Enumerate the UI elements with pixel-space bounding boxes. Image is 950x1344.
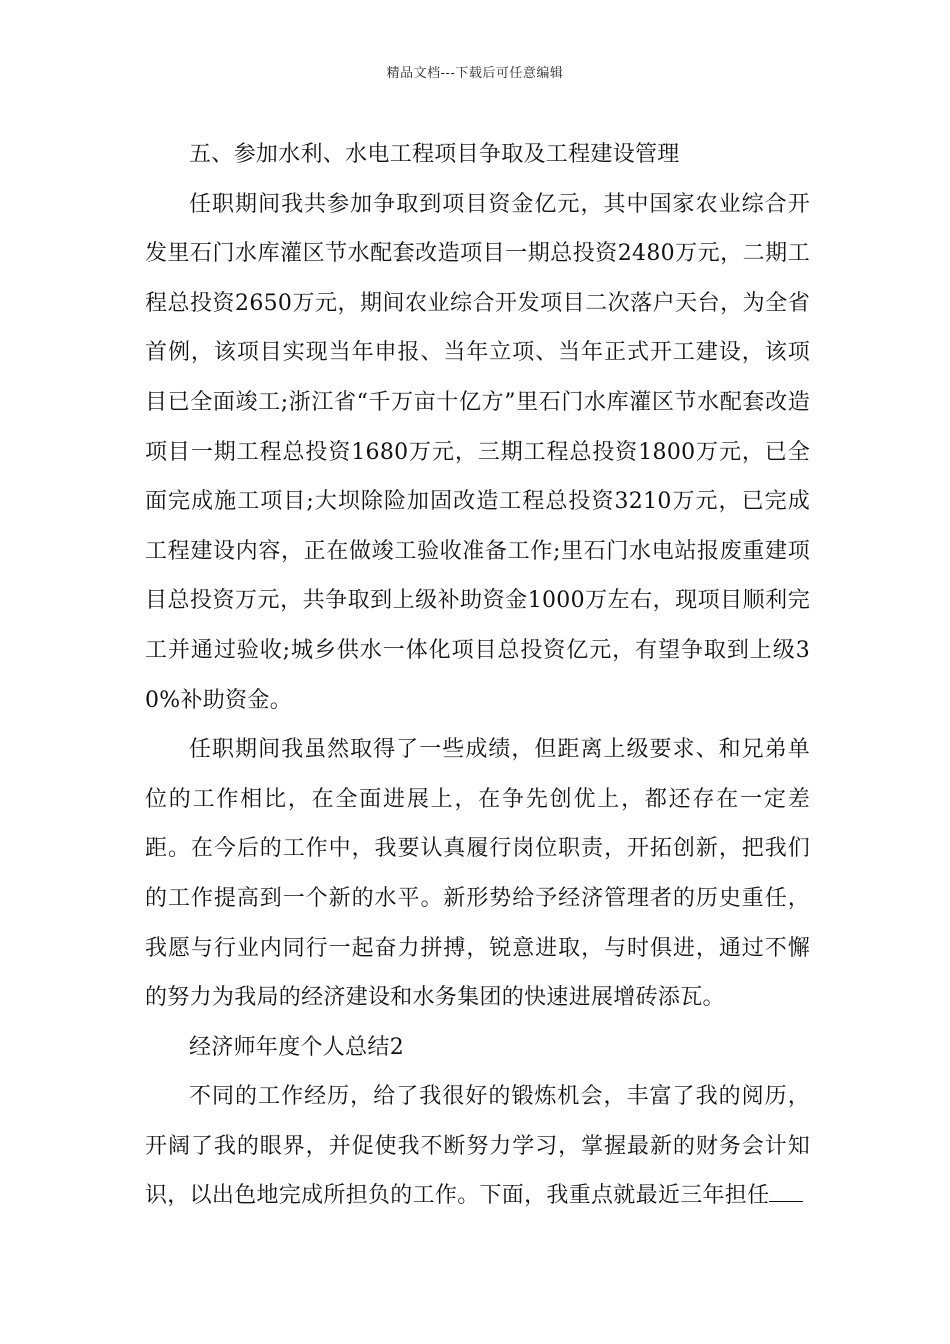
paragraph-experience-text: 不同的工作经历，给了我很好的锻炼机会，丰富了我的阅历，开阔了我的眼界，并促使我不断努力学习，掌握最新的财务会计知识，以出色地完成所担负的工作。下面，我重点就最近三年担任 xyxy=(145,1084,810,1209)
paragraph-experience xyxy=(145,1072,810,1221)
document-body xyxy=(145,130,810,1221)
section-heading: 五、参加水利、水电工程项目争取及工程建设管理 xyxy=(189,142,680,167)
fill-in-blank xyxy=(769,1183,803,1202)
subtitle-summary-2: 经济师年度个人总结2 xyxy=(189,1034,404,1060)
page-header: 精品文档---下载后可任意编辑 xyxy=(386,66,564,81)
paragraph-projects: 任职期间我共参加争取到项目资金亿元，其中国家农业综合开发里石门水库灌区节水配套改造项目一期总投资2480万元，二期工程总投资2650万元，期间农业综合开发项目二次落户天台，为全省首例，该项目实现当年申报、当年立项、当年正式开工建设，该项目已全面竣工;浙江省“千万亩十亿方”里石门水库灌区节水配套改造项目一期工程总投资1680万元，三期工程总投资1800万元，已全面完成施工项目;大坝除险加固改造工程总投资3210万元，已完成工程建设内容，正在做竣工验收准备工作;里石门水电站报废重建项目总投资万元，共争取到上级补助资金1000万左右，现项目顺利完工并通过验收;城乡供水一体化项目总投资亿元，有望争取到上级30%补助资金。 xyxy=(145,191,810,713)
paragraph-outlook: 任职期间我虽然取得了一些成绩，但距离上级要求、和兄弟单位的工作相比，在全面进展上，在争先创优上，都还存在一定差距。在今后的工作中，我要认真履行岗位职责，开拓创新，把我们的工作提高到一个新的水平。新形势给予经济管理者的历史重任，我愿与行业内同行一起奋力拼搏，锐意进取，与时俱进，通过不懈的努力为我局的经济建设和水务集团的快速进展增砖添瓦。 xyxy=(145,737,810,1011)
